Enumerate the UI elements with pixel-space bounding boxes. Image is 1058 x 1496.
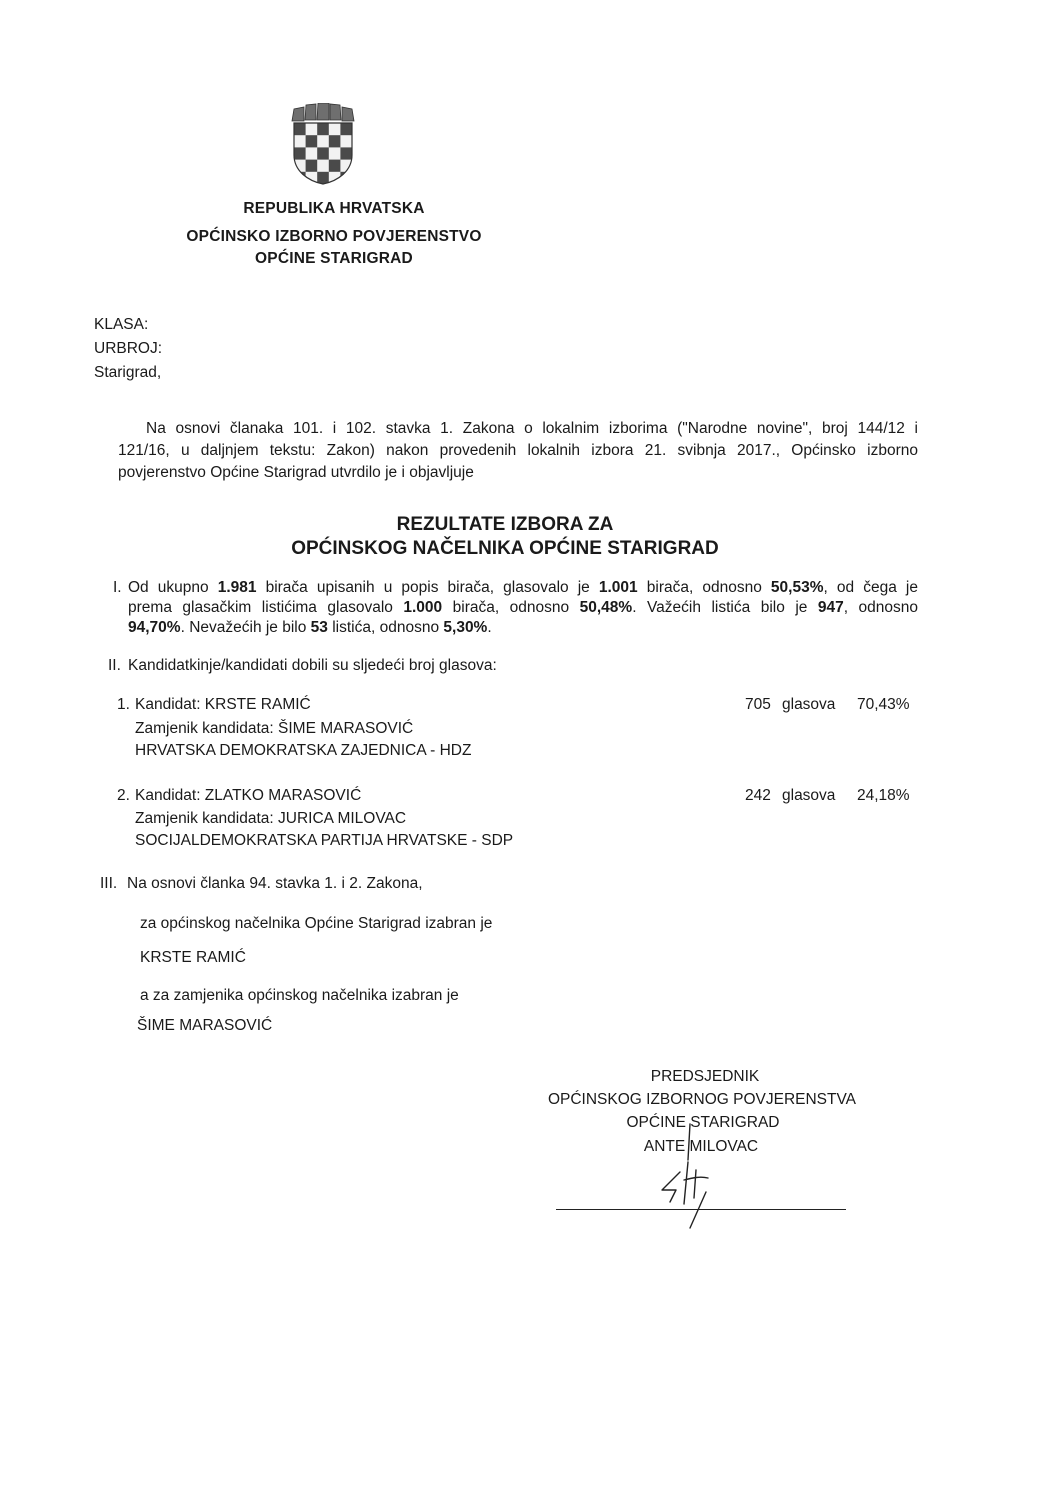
voters-voted: 1.001 bbox=[598, 579, 638, 596]
intro-line-1: Na osnovi članaka 101. i 102. stavka 1. Zakona o lokalnim izborima ("Narodne novine", broj 144/12 i bbox=[146, 420, 918, 437]
intro-line-2: 121/16, u daljnjem tekstu: Zakon) nakon provedenih lokalnih izbora 21. svibnja 2017., Općinsko izborno bbox=[118, 442, 918, 459]
section-1-line-3: 94,70%. Nevažećih je bilo 53 listića, odnosno 5,30%. bbox=[128, 619, 492, 636]
header-commission: OPĆINSKO IZBORNO POVJERENSTVO bbox=[186, 228, 482, 245]
header-republic: REPUBLIKA HRVATSKA bbox=[243, 200, 425, 217]
signature-line bbox=[556, 1209, 846, 1210]
place-label: Starigrad, bbox=[94, 364, 162, 381]
candidate-number: 1. bbox=[117, 696, 130, 713]
vote-percentage: 70,43% bbox=[857, 696, 910, 713]
vote-percentage: 24,18% bbox=[857, 787, 910, 804]
candidate-name: Kandidat: ZLATKO MARASOVIĆ bbox=[135, 787, 362, 804]
votes-word: glasova bbox=[782, 787, 836, 804]
deputy-name: Zamjenik kandidata: ŠIME MARASOVIĆ bbox=[135, 720, 414, 737]
signature-commission: OPĆINSKOG IZBORNOG POVJERENSTVA bbox=[547, 1091, 857, 1108]
section-2-text: Kandidatkinje/kandidati dobili su sljedeći broj glasova: bbox=[128, 657, 497, 674]
signature-municipality: OPĆINE STARIGRAD bbox=[626, 1114, 780, 1131]
header-municipality: OPĆINE STARIGRAD bbox=[255, 250, 413, 267]
results-title-line-1: REZULTATE IZBORA ZA bbox=[396, 514, 614, 535]
section-2-numeral: II. bbox=[108, 657, 121, 674]
party-name: SOCIJALDEMOKRATSKA PARTIJA HRVATSKE - SDP bbox=[135, 832, 514, 849]
valid-ballots-pct: 94,70% bbox=[128, 619, 181, 636]
valid-ballots: 947 bbox=[817, 599, 844, 616]
invalid-ballots: 53 bbox=[310, 619, 328, 636]
candidate-number: 2. bbox=[117, 787, 130, 804]
section-3-numeral: III. bbox=[100, 875, 118, 892]
candidate-name: Kandidat: KRSTE RAMIĆ bbox=[135, 696, 311, 713]
elected-deputy-name: ŠIME MARASOVIĆ bbox=[137, 1017, 273, 1034]
votes-word: glasova bbox=[782, 696, 836, 713]
registered-voters: 1.981 bbox=[217, 579, 257, 596]
deputy-name: Zamjenik kandidata: JURICA MILOVAC bbox=[135, 810, 407, 827]
klasa-label: KLASA: bbox=[94, 316, 149, 333]
urbroj-label: URBROJ: bbox=[94, 340, 163, 357]
vote-count: 705 bbox=[745, 696, 771, 713]
mayor-elected-text: za općinskog načelnika Općine Starigrad izabran je bbox=[140, 915, 493, 932]
results-title-line-2: OPĆINSKOG NAČELNIKA OPĆINE STARIGRAD bbox=[291, 538, 719, 559]
section-1-line-2: prema glasačkim listićima glasovalo 1.000 birača, odnosno 50,48%. Važećih listića bilo je 947, odnosno bbox=[128, 599, 919, 616]
invalid-ballots-pct: 5,30% bbox=[443, 619, 488, 636]
ballots-pct: 50,48% bbox=[579, 599, 633, 616]
intro-line-3: povjerenstvo Općine Starigrad utvrdilo je i objavljuje bbox=[118, 464, 474, 481]
ballots-count: 1.000 bbox=[403, 599, 443, 616]
coat-of-arms bbox=[288, 103, 358, 185]
vote-count: 242 bbox=[745, 787, 771, 804]
section-3-text: Na osnovi članka 94. stavka 1. i 2. Zakona, bbox=[127, 875, 423, 892]
signature-title: PREDSJEDNIK bbox=[650, 1068, 760, 1085]
section-1-line-1: Od ukupno 1.981 birača upisanih u popis birača, glasovalo je 1.001 birača, odnosno 50,53%, od čega je bbox=[128, 579, 918, 596]
voters-voted-pct: 50,53% bbox=[770, 579, 824, 596]
handwritten-signature bbox=[640, 1120, 730, 1230]
section-1-numeral: I. bbox=[113, 579, 122, 596]
signature-name: ANTE MILOVAC bbox=[643, 1138, 759, 1155]
deputy-elected-text: a za zamjenika općinskog načelnika izabran je bbox=[140, 987, 459, 1004]
party-name: HRVATSKA DEMOKRATSKA ZAJEDNICA - HDZ bbox=[135, 742, 472, 759]
elected-mayor-name: KRSTE RAMIĆ bbox=[140, 949, 246, 966]
